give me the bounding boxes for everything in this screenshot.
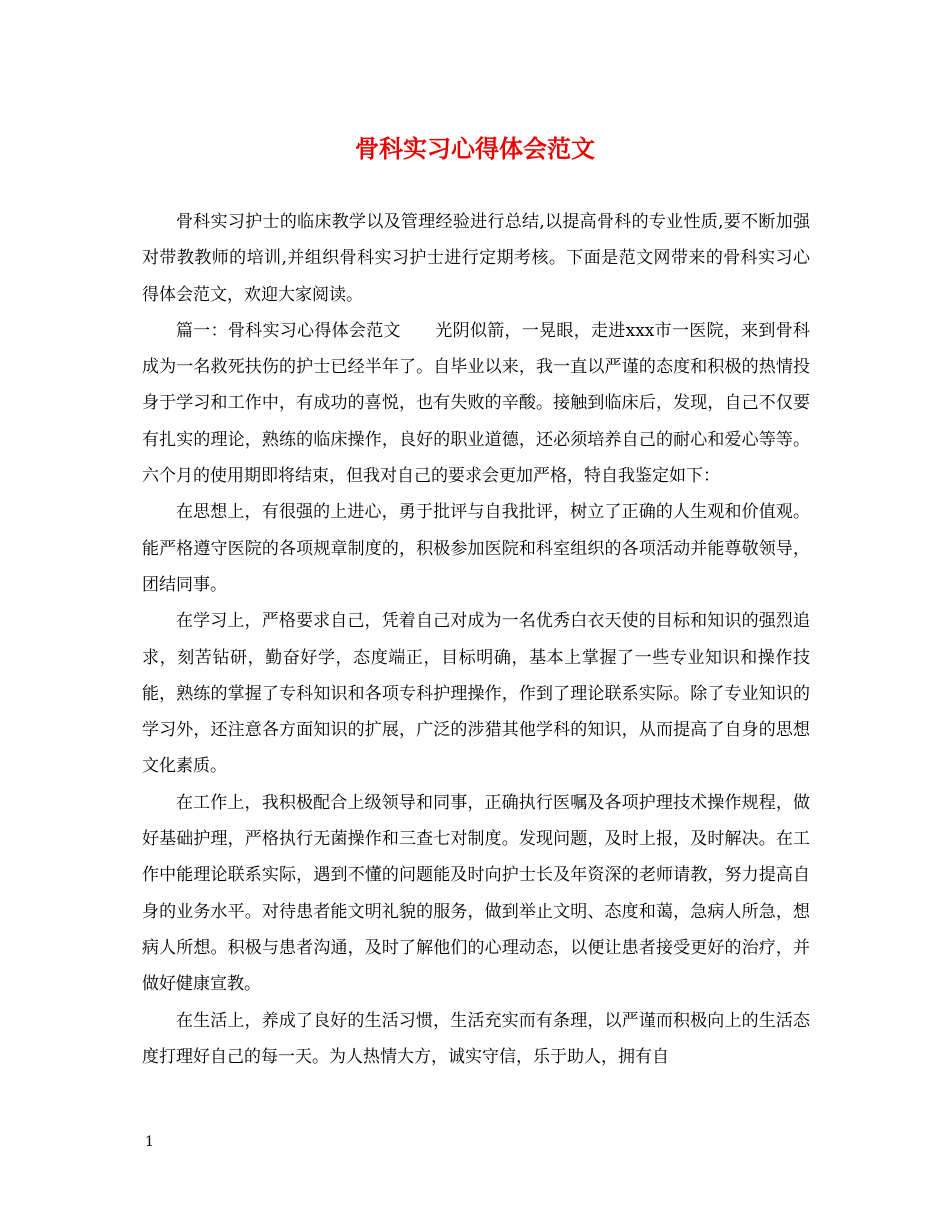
paragraph-work: 在工作上，我积极配合上级领导和同事，正确执行医嘱及各项护理技术操作规程，做好基础护理，严格执行无菌操作和三查七对制度。发现问题，及时上报，及时解决。在工作中能理论联系实际，遇到不懂的问题能及时向护士长及年资深的老师请教，努力提高自身的业务水平。对待患者能文明礼貌的服务，做到举止文明、态度和蔼，急病人所急，想病人所想。积极与患者沟通，及时了解他们的心理动态，以便让患者接受更好的治疗，并做好健康宣教。 [142,792,810,995]
paragraph-life: 在生活上，养成了良好的生活习惯，生活充实而有条理，以严谨而积极向上的生活态度打理好自己的每一天。为人热情大方，诚实守信，乐于助人，拥有自 [142,1010,810,1067]
paragraph-study: 在学习上，严格要求自己，凭着自己对成为一名优秀白衣天使的目标和知识的强烈追求，刻苦钻研，勤奋好学，态度端正，目标明确，基本上掌握了一些专业知识和操作技能，熟练的掌握了专科知识和各项专科护理操作，作到了理论联系实际。除了专业知识的学习外，还注意各方面知识的扩展，广泛的涉猎其他学科的知识，从而提高了自身的思想文化素质。 [142,611,810,777]
paragraph-intro: 骨科实习护士的临床教学以及管理经验进行总结,以提高骨科的专业性质,要不断加强对带教教师的培训,并组织骨科实习护士进行定期考核。下面是范文网带来的骨科实习心得体会范文，欢迎大家阅读。 [142,212,810,305]
document-body [142,204,810,1075]
paragraph-part-one: 篇一：骨科实习心得体会范文 光阴似箭，一晃眼，走进xxx市一医院，来到骨科成为一名救死扶伤的护士已经半年了。自毕业以来，我一直以严谨的态度和积极的热情投身于学习和工作中，有成功的喜悦，也有失败的辛酸。接触到临床后，发现，自己不仅要有扎实的理论，熟练的临床操作，良好的职业道德，还必须培养自己的耐心和爱心等等。六个月的使用期即将结束，但我对自己的要求会更加严格，特自我鉴定如下： [142,320,810,487]
paragraph-thought: 在思想上，有很强的上进心，勇于批评与自我批评，树立了正确的人生观和价值观。能严格遵守医院的各项规章制度的，积极参加医院和科室组织的各项活动并能尊敬领导，团结同事。 [142,502,810,595]
page-number: 1 [145,1134,154,1150]
document-title: 骨科实习心得体会范文 [355,134,595,163]
